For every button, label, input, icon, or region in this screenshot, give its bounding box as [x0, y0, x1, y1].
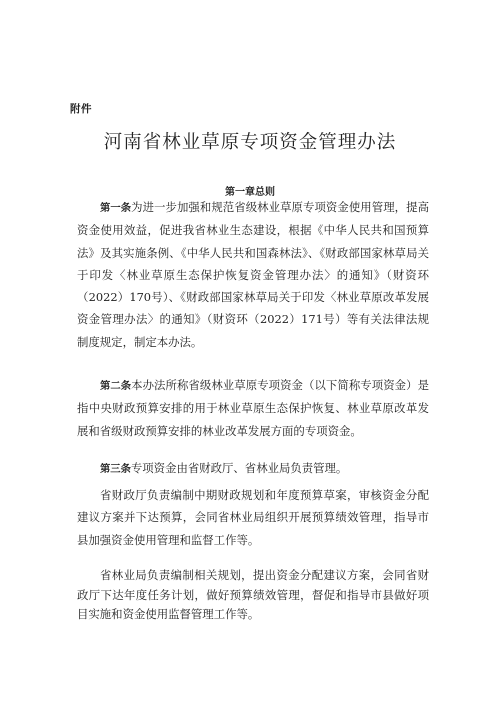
article-1 — [77, 196, 429, 353]
article-3 — [77, 457, 429, 480]
document-title: 河南省林业草原专项资金管理办法 — [103, 132, 397, 153]
article-1-text: 为进一步加强和规范省级林业草原专项资金使用管理，提高资金使用效益，促进我省林业生态建设，根据《中华人民共和国预算法》及其实施条例、《中华人民共和国森林法》、《财政部国家林草局关于印发〈林业草原生态保护恢复资金管理办法〉的通知》（财资环（2022）170号）、《财政部国家林草局关于印发〈林业草原改革发展资金管理办法〉的通知》（财资环（2022）171号）等有关法律法规制度规定，制定本办法。 — [77, 200, 429, 349]
chapter-heading: 第一章总则 — [225, 187, 275, 198]
attachment-label: 附件 — [70, 103, 92, 115]
paragraph-finance-dept: 省财政厅负责编制中期财政规划和年度预算草案，审核资金分配建议方案并下达预算，会同省林业局组织开展预算绩效管理，指导市县加强资金使用管理和监督工作等。 — [77, 488, 429, 547]
article-2-lead: 第二条 — [100, 380, 132, 392]
article-3-text: 专项资金由省财政厅、省林业局负责管理。 — [130, 461, 348, 475]
article-1-lead: 第一条 — [100, 202, 132, 214]
article-2-text: 本办法所称省级林业草原专项资金（以下简称专项资金）是指中央财政预算安排的用于林业草原生态保护恢复、林业草原改革发展和省级财政预算安排的林业改革发展方面的专项资金。 — [77, 378, 429, 438]
paragraph-forestry-bureau: 省林业局负责编制相关规划，提出资金分配建议方案，会同省财政厅下达年度任务计划，做好预算绩效管理，督促和指导市县做好项目实施和资金使用监督管理工作等。 — [77, 568, 429, 621]
article-3-lead: 第三条 — [100, 463, 131, 475]
article-2 — [77, 374, 429, 442]
